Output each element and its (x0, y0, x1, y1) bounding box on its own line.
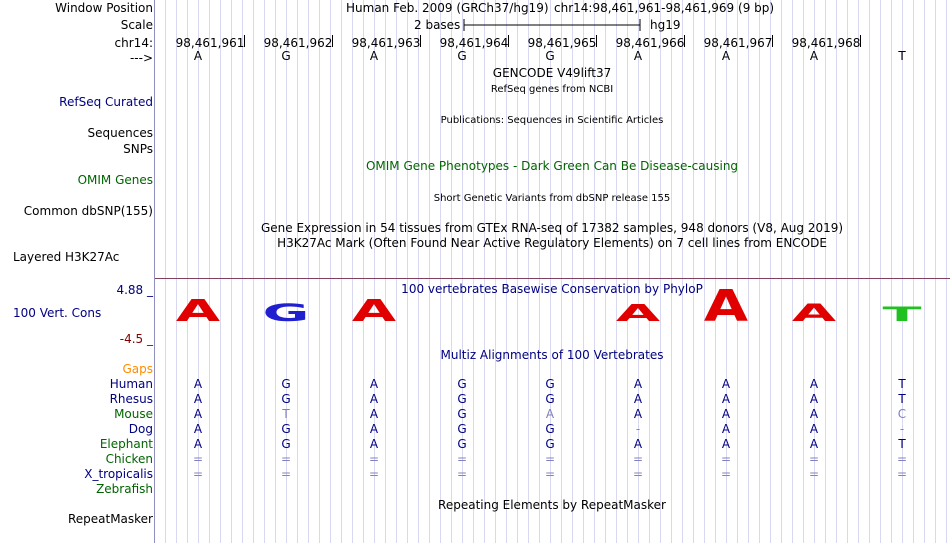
guide-line (264, 0, 265, 543)
guide-line (242, 0, 243, 543)
repeatmasker-label[interactable]: RepeatMasker (67, 512, 153, 526)
guide-line (187, 0, 188, 543)
alignment-base: A (193, 422, 203, 436)
alignment-base: A (193, 392, 203, 406)
alignment-base: = (632, 452, 644, 466)
alignment-base: = (720, 452, 732, 466)
guide-line (330, 0, 331, 543)
alignment-base: = (896, 467, 908, 481)
species-label[interactable]: Zebrafish (96, 482, 153, 496)
coordinate-tick (596, 35, 597, 47)
guide-line (693, 0, 694, 543)
guide-line (451, 0, 452, 543)
track-divider (155, 278, 950, 279)
alignment-base: A (369, 407, 379, 421)
alignment-base: A (369, 377, 379, 391)
cons-title[interactable]: 100 vertebrates Basewise Conservation by PhyloP (401, 282, 703, 296)
reference-base: G (457, 49, 467, 63)
alignment-base: = (896, 452, 908, 466)
scale-text: 2 bases (414, 18, 461, 32)
guide-line (341, 0, 342, 543)
coordinate-label: 98,461,964 (439, 36, 509, 50)
dbsnp-title[interactable]: Short Genetic Variants from dbSNP release 155 (433, 193, 671, 204)
coordinate-label: 98,461,963 (351, 36, 421, 50)
coordinate-tick (420, 35, 421, 47)
guide-line (891, 0, 892, 543)
alignment-base: G (457, 392, 467, 406)
strand-label[interactable]: ---> (129, 51, 153, 65)
scale-label: Scale (120, 18, 153, 32)
gencode-title[interactable]: GENCODE V49lift37 (492, 66, 612, 80)
species-label[interactable]: Mouse (114, 407, 153, 421)
guide-line (737, 0, 738, 543)
sequences-label[interactable]: Sequences (87, 126, 153, 140)
species-label[interactable]: X_tropicalis (84, 467, 153, 481)
scale-bar (463, 18, 643, 32)
window-position-label: Window Position (55, 1, 153, 15)
h3k27ac-title[interactable]: H3K27Ac Mark (Often Found Near Active Regulatory Elements) on 7 cell lines from ENCODE (277, 236, 827, 250)
alignment-base: A (721, 392, 731, 406)
guide-line (253, 0, 254, 543)
guide-line (209, 0, 210, 543)
chrom-label: chr14: (114, 36, 153, 50)
coordinate-label: 98,461,968 (791, 36, 861, 50)
refseq-label[interactable]: RefSeq Curated (59, 95, 153, 109)
guide-line (869, 0, 870, 543)
guide-line (429, 0, 430, 543)
multiz-title[interactable]: Multiz Alignments of 100 Vertebrates (440, 348, 664, 362)
omim-label[interactable]: OMIM Genes (77, 173, 153, 187)
coordinate-tick (684, 35, 685, 47)
guide-line (759, 0, 760, 543)
guide-line (231, 0, 232, 543)
species-label[interactable]: Elephant (99, 437, 153, 451)
alignment-base: A (193, 377, 203, 391)
alignment-base: G (457, 407, 467, 421)
guide-line (319, 0, 320, 543)
guide-line (792, 0, 793, 543)
alignment-base: - (635, 422, 641, 436)
species-label[interactable]: Dog (128, 422, 153, 436)
conservation-mark: G (262, 298, 310, 328)
assembly-text: Human Feb. 2009 (GRCh37/hg19) (346, 1, 549, 15)
alignment-base: = (632, 467, 644, 481)
species-label[interactable]: Human (109, 377, 153, 391)
guide-line (352, 0, 353, 543)
guide-line (363, 0, 364, 543)
guide-line (880, 0, 881, 543)
label-divider (154, 0, 155, 543)
guide-line (847, 0, 848, 543)
alignment-base: G (545, 437, 555, 451)
species-label[interactable]: Rhesus (109, 392, 153, 406)
guide-line (407, 0, 408, 543)
alignment-base: = (280, 452, 292, 466)
guide-line (748, 0, 749, 543)
conservation-mark: A (791, 298, 837, 328)
conservation-mark: A (703, 281, 749, 330)
guide-line (649, 0, 650, 543)
position-text: chr14:98,461,961-98,461,969 (9 bp) (554, 1, 775, 15)
alignment-base: G (545, 377, 555, 391)
alignment-base: A (633, 407, 643, 421)
coordinate-label: 98,461,965 (527, 36, 597, 50)
alignment-base: A (721, 377, 731, 391)
alignment-base: = (544, 452, 556, 466)
species-label[interactable]: Chicken (105, 452, 153, 466)
cons-min-label: -4.5 _ (119, 332, 153, 346)
guide-line (715, 0, 716, 543)
guide-line (627, 0, 628, 543)
alignment-base: A (809, 407, 819, 421)
alignment-base: A (193, 407, 203, 421)
refseq-title[interactable]: RefSeq genes from NCBI (490, 84, 614, 95)
guide-line (473, 0, 474, 543)
guide-line (704, 0, 705, 543)
alignment-base: A (809, 437, 819, 451)
guide-line (418, 0, 419, 543)
alignment-base: A (369, 422, 379, 436)
alignment-base: A (633, 377, 643, 391)
alignment-base: A (633, 392, 643, 406)
conservation-mark: T (882, 303, 922, 327)
alignment-base: G (545, 422, 555, 436)
guide-line (671, 0, 672, 543)
alignment-base: A (721, 422, 731, 436)
repeatmasker-title[interactable]: Repeating Elements by RepeatMasker (438, 498, 666, 512)
alignment-base: C (897, 407, 907, 421)
guide-line (220, 0, 221, 543)
alignment-base: A (721, 437, 731, 451)
guide-line (484, 0, 485, 543)
guide-line (440, 0, 441, 543)
alignment-base: T (898, 437, 906, 451)
guide-line (385, 0, 386, 543)
alignment-base: T (898, 377, 906, 391)
sequences-title[interactable]: Publications: Sequences in Scientific Articles (440, 115, 664, 126)
alignment-base: A (369, 437, 379, 451)
h3k27ac-label[interactable]: Layered H3K27Ac (13, 250, 120, 264)
conservation-mark: A (615, 300, 661, 327)
guide-line (781, 0, 782, 543)
alignment-base: G (545, 392, 555, 406)
guide-line (396, 0, 397, 543)
guide-line (924, 0, 925, 543)
coordinate-tick (332, 35, 333, 47)
conservation-mark: A (175, 293, 221, 329)
coordinate-label: 98,461,962 (263, 36, 333, 50)
coordinate-tick (508, 35, 509, 47)
alignment-base: = (192, 452, 204, 466)
omim-title[interactable]: OMIM Gene Phenotypes - Dark Green Can Be Disease-causing (365, 159, 739, 173)
guide-line (836, 0, 837, 543)
alignment-base: = (544, 467, 556, 481)
guide-line (858, 0, 859, 543)
alignment-base: G (457, 437, 467, 451)
alignment-base: T (282, 407, 290, 421)
guide-line (660, 0, 661, 543)
reference-base: G (545, 49, 555, 63)
guide-line (297, 0, 298, 543)
gaps-label[interactable]: Gaps (122, 362, 153, 376)
alignment-base: A (809, 422, 819, 436)
coordinate-label: 98,461,966 (615, 36, 685, 50)
alignment-base: = (192, 467, 204, 481)
coordinate-label: 98,461,961 (175, 36, 245, 50)
alignment-base: T (898, 392, 906, 406)
alignment-base: = (808, 467, 820, 481)
snps-label[interactable]: SNPs (123, 142, 153, 156)
reference-base: A (193, 49, 203, 63)
alignment-base: A (633, 437, 643, 451)
cons-max-label: 4.88 _ (116, 283, 153, 297)
reference-base: A (809, 49, 819, 63)
alignment-base: G (281, 377, 291, 391)
alignment-base: G (281, 437, 291, 451)
dbsnp-label[interactable]: Common dbSNP(155) (23, 204, 153, 218)
alignment-base: = (720, 467, 732, 481)
alignment-base: = (808, 452, 820, 466)
conservation-mark: A (351, 293, 397, 329)
db-text: hg19 (650, 18, 681, 32)
guide-line (616, 0, 617, 543)
guide-line (308, 0, 309, 543)
coordinate-label: 98,461,967 (703, 36, 773, 50)
alignment-base: - (899, 422, 905, 436)
coordinate-tick (860, 35, 861, 47)
alignment-base: = (280, 467, 292, 481)
guide-line (682, 0, 683, 543)
alignment-base: G (281, 422, 291, 436)
cons-label[interactable]: 100 Vert. Cons (13, 306, 102, 320)
alignment-base: A (369, 392, 379, 406)
alignment-base: G (457, 422, 467, 436)
guide-line (913, 0, 914, 543)
guide-line (275, 0, 276, 543)
alignment-base: A (193, 437, 203, 451)
alignment-base: = (456, 452, 468, 466)
gtex-title[interactable]: Gene Expression in 54 tissues from GTEx RNA-seq of 17382 samples, 948 donors (V8, Aug 2019) (260, 221, 844, 235)
reference-base: T (898, 49, 906, 63)
alignment-base: G (457, 377, 467, 391)
coordinate-tick (772, 35, 773, 47)
alignment-base: = (368, 467, 380, 481)
conservation-logo[interactable] (155, 280, 950, 330)
alignment-base: A (721, 407, 731, 421)
guide-line (946, 0, 947, 543)
guide-line (176, 0, 177, 543)
reference-base: A (633, 49, 643, 63)
reference-base: A (369, 49, 379, 63)
reference-base: G (281, 49, 291, 63)
alignment-base: A (809, 392, 819, 406)
guide-line (803, 0, 804, 543)
alignment-base: G (281, 392, 291, 406)
guide-line (165, 0, 166, 543)
guide-line (770, 0, 771, 543)
alignment-base: A (809, 377, 819, 391)
coordinate-tick (244, 35, 245, 47)
alignment-base: = (368, 452, 380, 466)
reference-base: A (721, 49, 731, 63)
guide-line (935, 0, 936, 543)
alignment-base: = (456, 467, 468, 481)
guide-line (825, 0, 826, 543)
alignment-base: A (545, 407, 555, 421)
